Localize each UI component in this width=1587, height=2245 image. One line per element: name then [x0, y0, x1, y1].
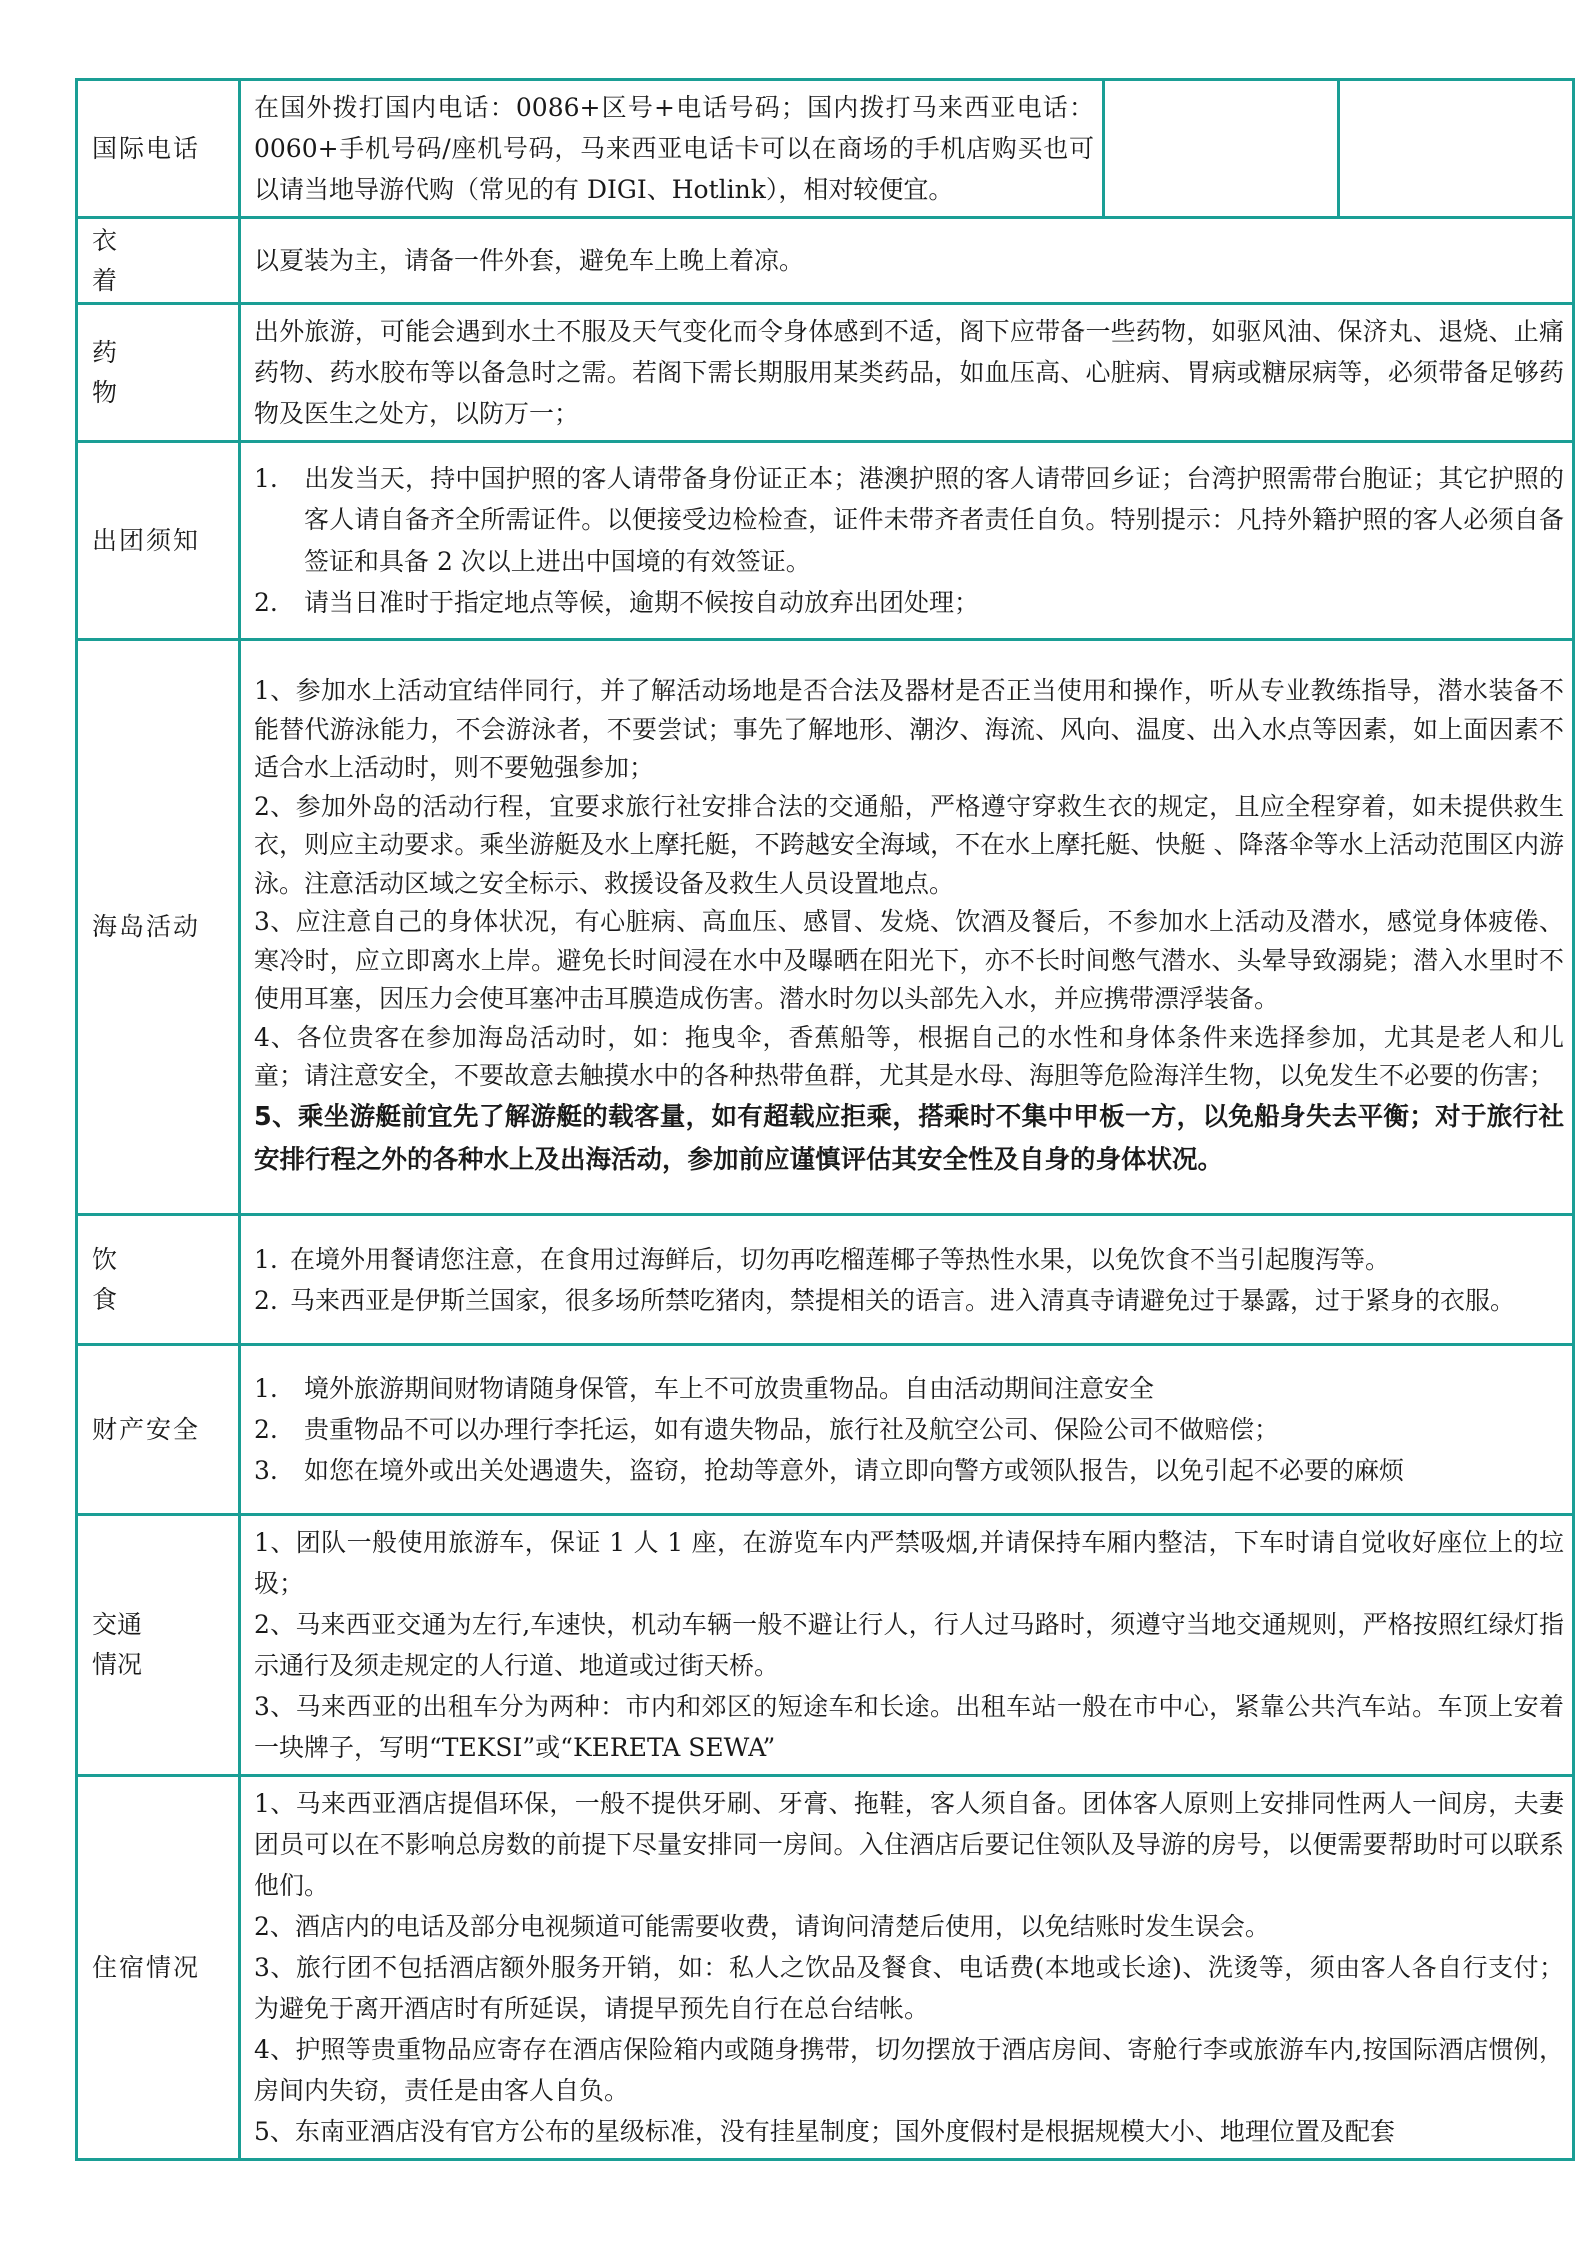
label-property: 财产安全 [77, 1345, 240, 1515]
content-medicine [240, 304, 1574, 442]
list-item: 1. 在境外用餐请您注意，在食用过海鲜后，切勿再吃榴莲椰子等热性水果，以免饮食不当引起腹泻等。 [254, 1244, 1391, 1274]
island-para-3: 3、应注意自己的身体状况，有心脏病、高血压、感冒、发烧、饮酒及餐后，不参加水上活动及潜水，感觉身体疲倦、寒冷时，应立即离水上岸。避免长时间浸在水中及曝晒在阳光下，亦不长时间憋气潜水、头晕导致溺毙；潜入水里时不使用耳塞，因压力会使耳塞冲击耳膜造成伤害。潜水时勿以头部先入水，并应携带漂浮装备。 [254, 907, 1564, 1014]
lodging-para-1: 1、马来西亚酒店提倡环保，一般不提供牙刷、牙膏、拖鞋，客人须自备。团体客人原则上安排同性两人一间房，夫妻团员可以在不影响总房数的前提下尽量安排同一房间。入住酒店后要记住领队及导游的房号，以便需要帮助时可以联系他们。 [254, 1789, 1564, 1900]
content-island [240, 640, 1574, 1215]
content-property [240, 1345, 1574, 1515]
clothing-text: 以夏装为主，请备一件外套，避免车上晚上着凉。 [254, 246, 805, 275]
island-para-5-bold: 5、乘坐游艇前宜先了解游艇的载客量，如有超载应拒乘，搭乘时不集中甲板一方，以免船身失去平衡；对于旅行社安排行程之外的各种水上及出海活动，参加前应谨慎评估其安全性及自身的身体状况。 [254, 1101, 1564, 1175]
row-lodging [77, 1776, 1574, 2160]
row-traffic [77, 1515, 1574, 1776]
traffic-para-1: 1、团队一般使用旅游车，保证 1 人 1 座，在游览车内严禁吸烟,并请保持车厢内整洁，下车时请自觉收好座位上的垃圾； [254, 1528, 1564, 1598]
content-traffic [240, 1515, 1574, 1776]
label-phone: 国际电话 [77, 80, 240, 218]
list-item: 2. 请当日准时于指定地点等候，逾期不候按自动放弃出团处理； [254, 588, 980, 617]
content-food [240, 1215, 1574, 1345]
traffic-para-2: 2、马来西亚交通为左行,车速快，机动车辆一般不避让行人，行人过马路时，须遵守当地交通规则，严格按照红绿灯指示通行及须走规定的人行道、地道或过街天桥。 [254, 1610, 1564, 1680]
list-item: 2. 贵重物品不可以办理行李托运，如有遗失物品，旅行社及航空公司、保险公司不做赔偿； [254, 1415, 1280, 1444]
medicine-label: 药物 [92, 337, 120, 407]
list-item: 2. 马来西亚是伊斯兰国家，很多场所禁吃猪肉，禁提相关的语言。进入清真寺请避免过于暴露，过于紧身的衣服。 [254, 1285, 1516, 1315]
row-medicine [77, 304, 1574, 442]
lodging-para-4: 4、护照等贵重物品应寄存在酒店保险箱内或随身携带，切勿摆放于酒店房间、寄舱行李或旅游车内,按国际酒店惯例，房间内失窃，责任是由客人自负。 [254, 2035, 1564, 2105]
content-lodging [240, 1776, 1574, 2160]
traffic-label: 交通情况 [92, 1610, 143, 1679]
island-para-2: 2、参加外岛的活动行程，宜要求旅行社安排合法的交通船，严格遵守穿救生衣的规定，且应全程穿着，如未提供救生衣，则应主动要求。乘坐游艇及水上摩托艇，不跨越安全海域，不在水上摩托艇、快艇 、降落伞等水上活动范围区内游泳。注意活动区域之安全标示、救援设备及救生人员设置地点。 [254, 791, 1564, 898]
lodging-para-5: 5、东南亚酒店没有官方公布的星级标准，没有挂星制度；国外度假村是根据规模大小、地理位置及配套 [254, 2117, 1395, 2146]
label-lodging: 住宿情况 [77, 1776, 240, 2160]
medicine-text: 出外旅游，可能会遇到水土不服及天气变化而令身体感到不适，阁下应带备一些药物，如驱风油、保济丸、退烧、止痛药物、药水胶布等以备急时之需。若阁下需长期服用某类药品，如血压高、心脏病、胃病或糖尿病等，必须带备足够药物及医生之处方，以防万一； [254, 317, 1564, 428]
row-food [77, 1215, 1574, 1345]
row-property [77, 1345, 1574, 1515]
row-island [77, 640, 1574, 1215]
label-medicine [77, 304, 240, 442]
label-island: 海岛活动 [77, 640, 240, 1215]
list-item: 1. 出发当天，持中国护照的客人请带备身份证正本；港澳护照的客人请带回乡证；台湾护照需带台胞证；其它护照的客人请自备齐全所需证件。以便接受边检检查，证件未带齐者责任自负。特别提示：凡持外籍护照的客人必须自备签证和具备 2 次以上进出中国境的有效签证。 [254, 463, 1564, 576]
label-traffic [77, 1515, 240, 1776]
list-item: 1. 境外旅游期间财物请随身保管，车上不可放贵重物品。自由活动期间注意安全 [254, 1374, 1155, 1403]
travel-notice-table [75, 78, 1575, 2161]
row-departure [77, 442, 1574, 640]
content-clothing [240, 218, 1574, 304]
lodging-para-3: 3、旅行团不包括酒店额外服务开销，如：私人之饮品及餐食、电话费(本地或长途)、洗烫等，须由客人各自行支付；为避免于离开酒店时有所延误，请提早预先自行在总台结帐。 [254, 1953, 1564, 2023]
content-departure [240, 442, 1574, 640]
label-food [77, 1215, 240, 1345]
row-phone [77, 80, 1574, 218]
food-label: 饮食 [92, 1244, 120, 1314]
list-item: 3. 如您在境外或出关处遇遗失，盗窃，抢劫等意外，请立即向警方或领队报告，以免引起不必要的麻烦 [254, 1456, 1405, 1485]
island-para-1: 1、参加水上活动宜结伴同行，并了解活动场地是否合法及器材是否正当使用和操作，听从专业教练指导，潜水装备不能替代游泳能力，不会游泳者，不要尝试；事先了解地形、潮汐、海流、风向、温度、出入水点等因素，如上面因素不适合水上活动时，则不要勉强参加； [254, 676, 1564, 783]
traffic-para-3: 3、马来西亚的出租车分为两种：市内和郊区的短途车和长途。出租车站一般在市中心，紧靠公共汽车站。车顶上安着一块牌子，写明“TEKSI”或“KERETA SEWA” [254, 1692, 1564, 1762]
lodging-para-2: 2、酒店内的电话及部分电视频道可能需要收费，请询问清楚后使用，以免结账时发生误会。 [254, 1912, 1270, 1941]
content-phone [240, 80, 1104, 218]
row-clothing [77, 218, 1574, 304]
label-departure: 出团须知 [77, 442, 240, 640]
phone-text: 在国外拨打国内电话：0086+区号+电话号码；国内拨打马来西亚电话：0060+手机号码/座机号码，马来西亚电话卡可以在商场的手机店购买也可以请当地导游代购（常见的有 DIGI、Hotlink），相对较便宜。 [254, 93, 1094, 204]
label-clothing [77, 218, 240, 304]
empty-cell-2 [1339, 80, 1574, 218]
empty-cell-1 [1104, 80, 1339, 218]
island-para-4: 4、各位贵客在参加海岛活动时，如：拖曳伞，香蕉船等，根据自己的水性和身体条件来选择参加，尤其是老人和儿童；请注意安全，不要故意去触摸水中的各种热带鱼群，尤其是水母、海胆等危险海洋生物，以免发生不必要的伤害； [254, 1022, 1564, 1091]
clothing-label: 衣着 [92, 225, 120, 295]
